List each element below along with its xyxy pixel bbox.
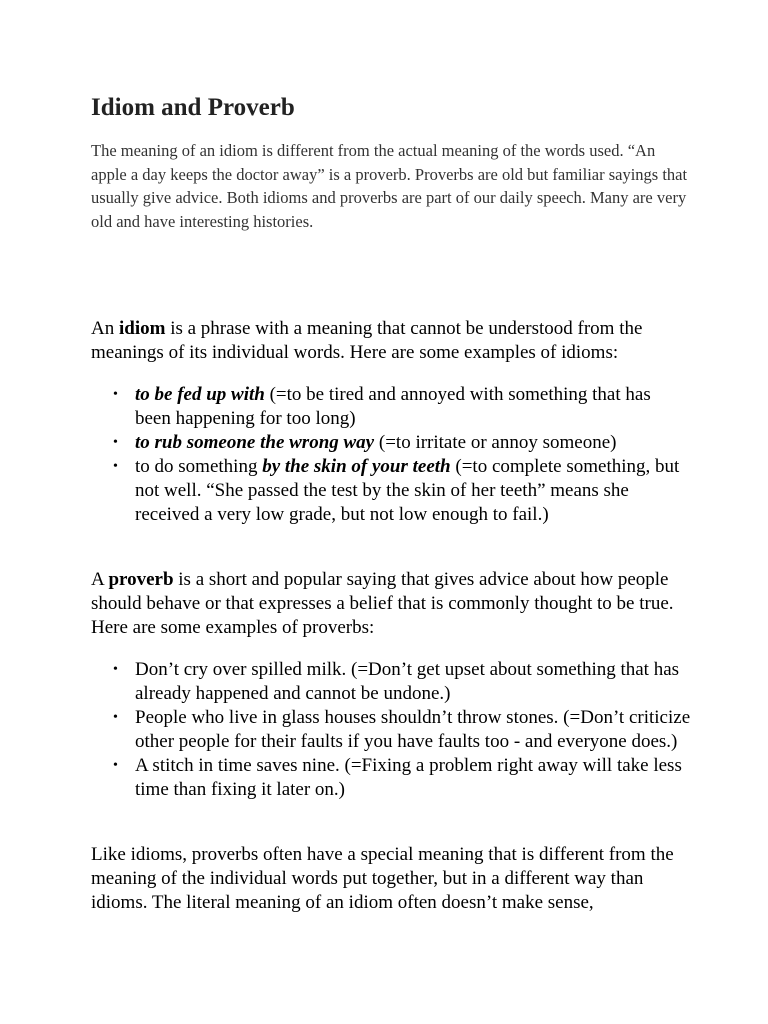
idiom-item-prefix: to do something xyxy=(135,456,263,477)
idiom-meaning: (=to be tired and annoyed with something that has been happening for too long) xyxy=(135,384,651,429)
idiom-lead-prefix: An xyxy=(91,318,119,339)
proverb-text: People who live in glass houses shouldn’t throw stones. (=Don’t criticize other people for their faults if you have faults too - and everyone does.) xyxy=(135,707,691,752)
bullet-icon: • xyxy=(113,435,118,450)
proverb-keyword: proverb xyxy=(108,569,174,590)
idiom-lead-rest: is a phrase with a meaning that cannot be understood from the meanings of its individual words. Here are some examples of idioms: xyxy=(91,318,643,363)
idiom-phrase: to be fed up with xyxy=(135,384,265,405)
idiom-keyword: idiom xyxy=(118,318,166,339)
proverb-text: Don’t cry over spilled milk. (=Don’t get upset about something that has already happened and cannot be undone.) xyxy=(135,659,680,704)
bullet-icon: • xyxy=(113,459,118,474)
idiom-phrase: to rub someone the wrong way xyxy=(135,432,375,453)
bullet-icon: • xyxy=(113,710,118,725)
proverb-examples-list xyxy=(91,658,691,802)
proverb-text: A stitch in time saves nine. (=Fixing a problem right away will take less time than fixing it later on.) xyxy=(135,755,682,800)
bullet-icon: • xyxy=(113,758,118,773)
page-title: Idiom and Proverb xyxy=(91,94,295,121)
idiom-meaning: (=to irritate or annoy someone) xyxy=(374,432,617,453)
list-item xyxy=(91,754,691,802)
list-item xyxy=(91,431,691,455)
idiom-meaning: (=to complete something, but not well. “She passed the test by the skin of her teeth” means she received a very low grade, but not low enough to fail.) xyxy=(135,456,680,525)
proverb-lead-rest: is a short and popular saying that gives advice about how people should behave or that expresses a belief that is commonly thought to be true. Here are some examples of proverbs: xyxy=(91,569,674,638)
list-item xyxy=(91,383,691,431)
bullet-icon: • xyxy=(113,662,118,677)
idiom-definition-paragraph xyxy=(91,317,691,365)
list-item xyxy=(91,658,691,706)
proverb-definition-paragraph xyxy=(91,568,691,640)
idiom-examples-list xyxy=(91,383,691,527)
list-item xyxy=(91,706,691,754)
idiom-phrase: by the skin of your teeth xyxy=(262,456,451,477)
proverb-lead-prefix: A xyxy=(91,569,109,590)
closing-paragraph: Like idioms, proverbs often have a special meaning that is different from the meaning of the individual words put together, but in a different way than idioms. The literal meaning of an idiom often doesn’t make sense, xyxy=(91,844,674,913)
intro-paragraph: The meaning of an idiom is different from the actual meaning of the words used. “An apple a day keeps the doctor away” is a proverb. Proverbs are old but familiar sayings that usually give advice. Both idioms and proverbs are part of our daily speech. Many are very old and have interesting histories. xyxy=(91,141,688,231)
bullet-icon: • xyxy=(113,387,118,402)
list-item xyxy=(91,455,691,527)
